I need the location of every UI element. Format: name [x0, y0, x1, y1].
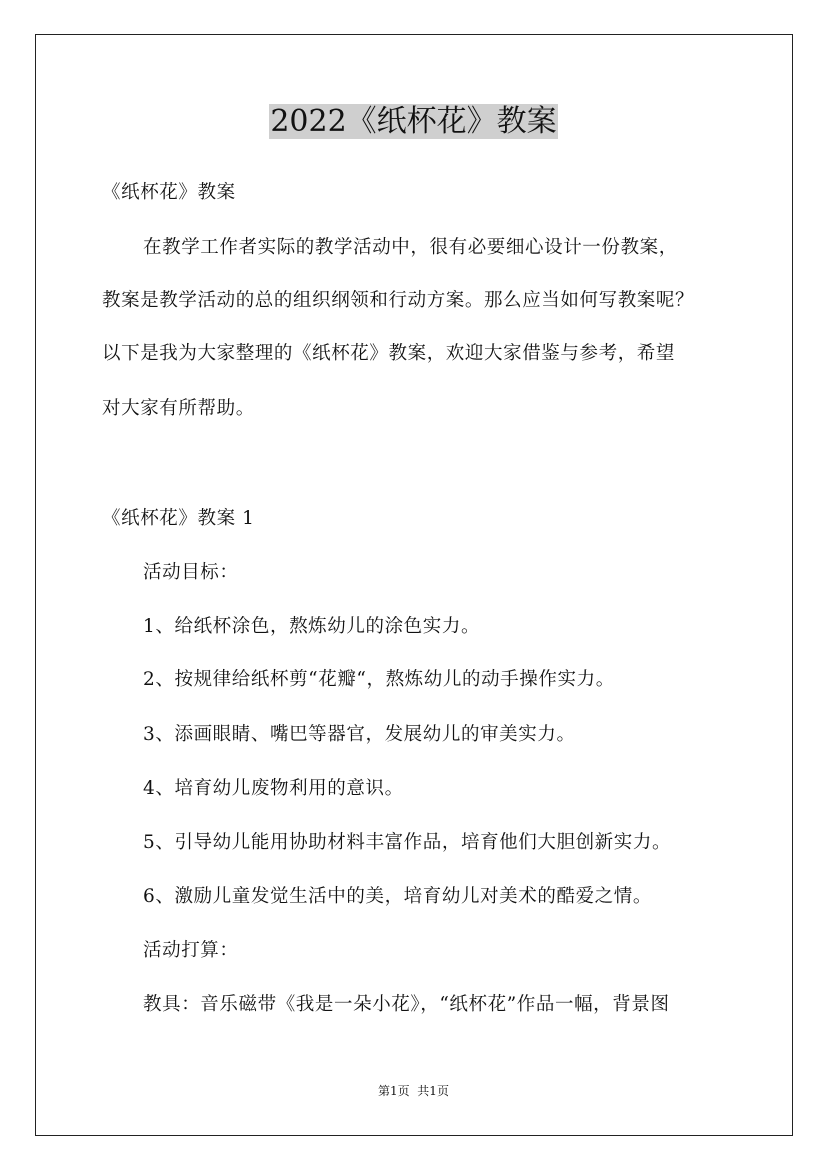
goal-item: 1、给纸杯涂色，熬炼幼儿的涂色实力。 — [143, 616, 481, 637]
prep-text: 教具：音乐磁带《我是一朵小花》，“纸杯花”作品一幅，背景图 — [143, 994, 670, 1015]
intro-line: 在教学工作者实际的教学活动中，很有必要细心设计一份教案， — [143, 237, 678, 258]
page-footer: 第1页 共1页 — [378, 1084, 449, 1098]
goals-heading: 活动目标： — [143, 562, 239, 583]
intro-line: 以下是我为大家整理的《纸杯花》教案，欢迎大家借鉴与参考，希望 — [102, 343, 676, 364]
section-heading: 《纸杯花》教案 1 — [102, 508, 255, 529]
goal-item: 3、添画眼睛、嘴巴等器官，发展幼儿的审美实力。 — [143, 724, 576, 745]
goal-item: 6、激励儿童发觉生活中的美，培育幼儿对美术的酷爱之情。 — [143, 886, 652, 907]
goal-item: 4、培育幼儿废物利用的意识。 — [143, 778, 404, 799]
subtitle: 《纸杯花》教案 — [102, 182, 236, 203]
goal-item: 2、按规律给纸杯剪“花瓣“，熬炼幼儿的动手操作实力。 — [143, 669, 615, 690]
intro-line: 教案是教学活动的总的组织纲领和行动方案。那么应当如何写教案呢？ — [102, 290, 695, 311]
prep-heading: 活动打算： — [143, 940, 239, 961]
goal-item: 5、引导幼儿能用协助材料丰富作品，培育他们大胆创新实力。 — [143, 832, 672, 853]
document-title-text: 2022《纸杯花》教案 — [270, 104, 557, 139]
document-title — [0, 101, 827, 143]
intro-line: 对大家有所帮助。 — [102, 398, 255, 419]
